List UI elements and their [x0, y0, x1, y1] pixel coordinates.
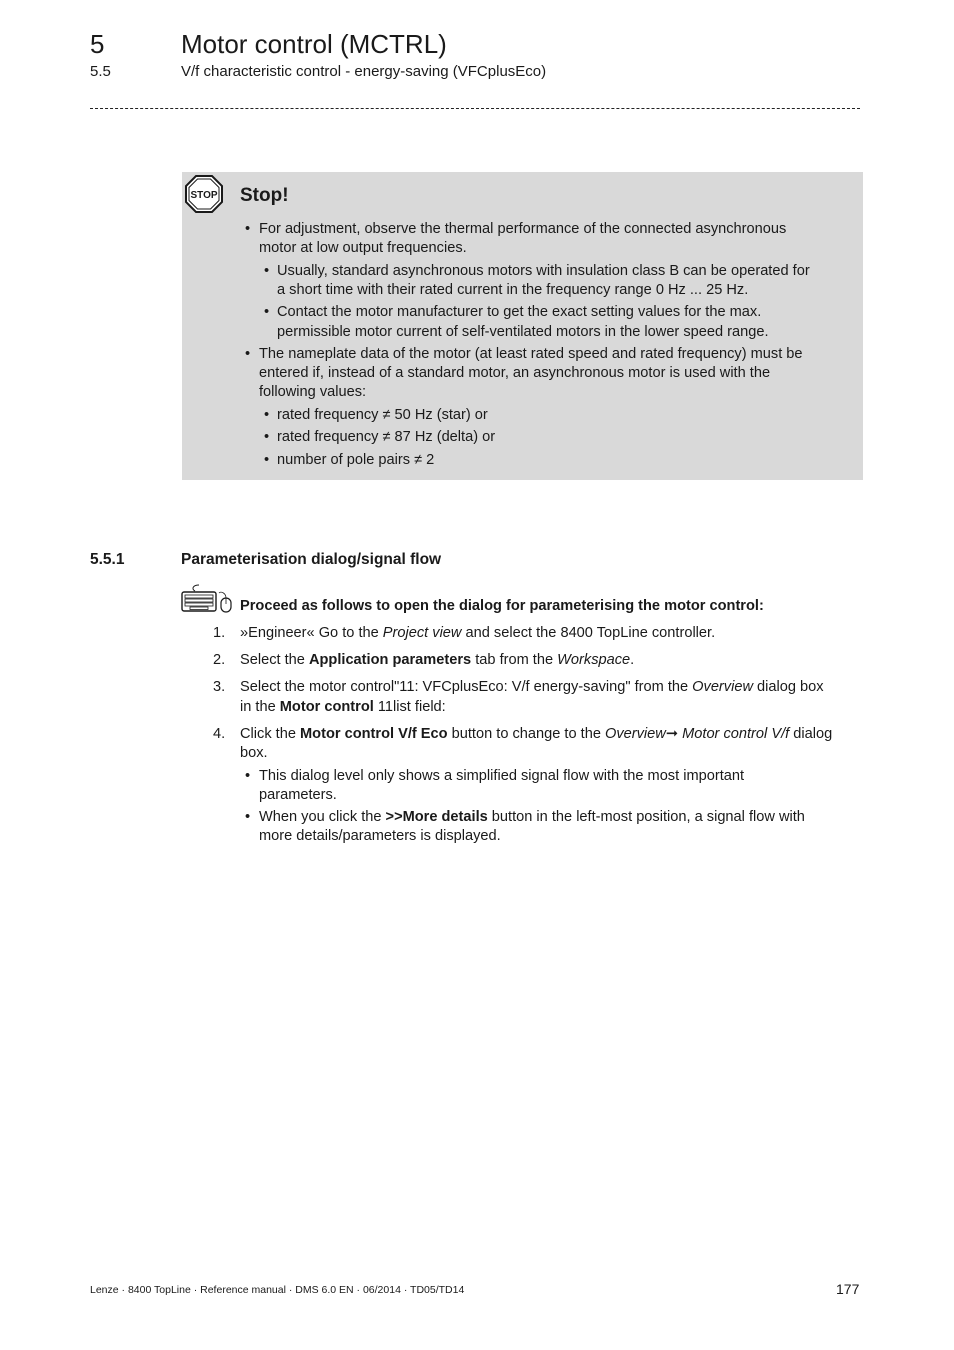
bullet-dot: •: [264, 263, 270, 279]
header-divider: [90, 108, 860, 109]
stop-sign-icon: [185, 175, 223, 213]
bullet-dot: •: [245, 809, 251, 825]
subsection-title: Parameterisation dialog/signal flow: [181, 551, 442, 568]
step-number: 4.: [213, 726, 226, 742]
stop-bullet-1-line-1: For adjustment, observe the thermal performance of the connected asynchronous: [259, 221, 787, 237]
stop-label: Stop!: [240, 185, 289, 206]
bullet-dot: •: [245, 346, 251, 362]
step-number: 1.: [213, 625, 226, 641]
page-number: 177: [836, 1281, 860, 1297]
subsection-number: 5.5.1: [90, 551, 125, 568]
stop-subbullet-1b-line-2: permissible motor current of self-ventilated motors in the lower speed range.: [277, 324, 769, 340]
keyboard-mouse-icon: [181, 583, 233, 613]
bullet-dot: •: [245, 768, 251, 784]
step-4-bullet-a-line-2: parameters.: [259, 787, 337, 803]
bullet-dot: •: [264, 429, 270, 445]
stop-subbullet-1b-line-1: Contact the motor manufacturer to get the exact setting values for the max.: [277, 304, 762, 320]
step-4-line-2: box.: [240, 745, 268, 761]
step-4-bullet-b-line-2: more details/parameters is displayed.: [259, 828, 501, 844]
bullet-dot: •: [264, 452, 270, 468]
procedure-intro: Proceed as follows to open the dialog for parameterising the motor control:: [240, 598, 764, 614]
stop-subbullet-2a: rated frequency ≠ 50 Hz (star) or: [277, 407, 488, 423]
step-number: 3.: [213, 679, 226, 695]
section-number: 5.5: [90, 63, 111, 80]
stop-bullet-2-line-3: following values:: [259, 384, 367, 400]
svg-text:STOP: STOP: [190, 190, 218, 201]
step-3-line-1: Select the motor control"11: VFCplusEco: V/f energy-saving" from the Overview dialog box: [240, 679, 824, 695]
stop-subbullet-1a-line-2: a short time with their rated current in the frequency range 0 Hz ... 25 Hz.: [277, 282, 749, 298]
stop-subbullet-2b: rated frequency ≠ 87 Hz (delta) or: [277, 429, 496, 445]
step-4-line-1: Click the Motor control V/f Eco button to change to the Overview➞ Motor control V/f dialog: [240, 726, 833, 742]
step-1-text: »Engineer« Go to the Project view and select the 8400 TopLine controller.: [240, 625, 716, 641]
footer-document-info: Lenze · 8400 TopLine · Reference manual · DMS 6.0 EN · 06/2014 · TD05/TD14: [90, 1284, 465, 1296]
stop-bullet-2-line-2: entered if, instead of a standard motor, an asynchronous motor is used with the: [259, 365, 771, 381]
stop-subbullet-2c: number of pole pairs ≠ 2: [277, 452, 435, 468]
bullet-dot: •: [245, 221, 251, 237]
step-3-line-2: in the Motor control 11list field:: [240, 699, 446, 715]
stop-subbullet-1a-line-1: Usually, standard asynchronous motors with insulation class B can be operated for: [277, 263, 810, 279]
chapter-title: Motor control (MCTRL): [181, 29, 447, 59]
step-4-bullet-b-line-1: When you click the >>More details button in the left-most position, a signal flow with: [259, 809, 805, 825]
chapter-number: 5: [90, 29, 105, 59]
step-number: 2.: [213, 652, 226, 668]
arrow-right-icon: ➞: [665, 726, 679, 742]
stop-bullet-2-line-1: The nameplate data of the motor (at least rated speed and rated frequency) must be: [259, 346, 803, 362]
step-4-bullet-a-line-1: This dialog level only shows a simplified signal flow with the most important: [259, 768, 745, 784]
section-title: V/f characteristic control - energy-saving (VFCplusEco): [181, 63, 547, 80]
bullet-dot: •: [264, 304, 270, 320]
bullet-dot: •: [264, 407, 270, 423]
step-2-text: Select the Application parameters tab from the Workspace.: [240, 652, 635, 668]
stop-bullet-1-line-2: motor at low output frequencies.: [259, 240, 467, 256]
